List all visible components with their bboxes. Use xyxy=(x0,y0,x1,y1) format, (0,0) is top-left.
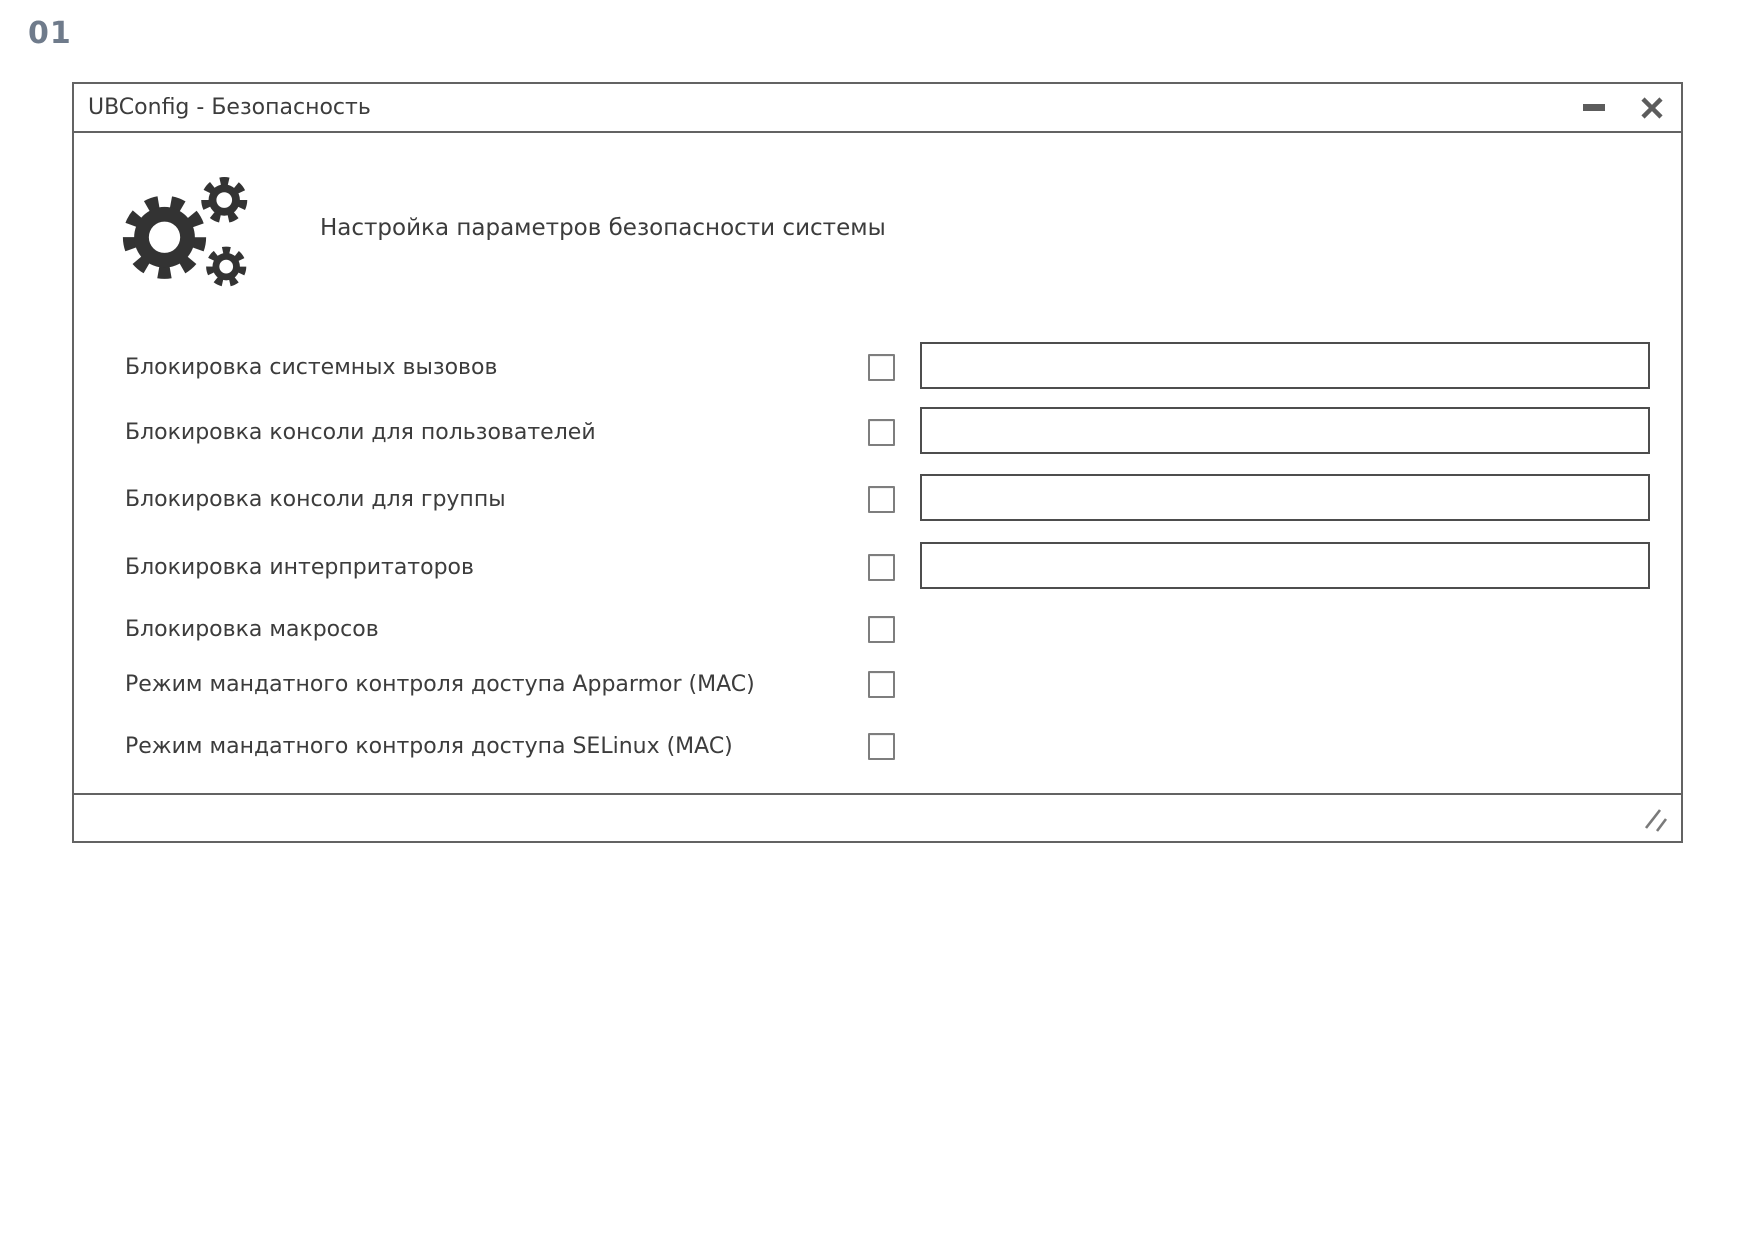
block-syscalls-input[interactable] xyxy=(920,342,1650,389)
row-label: Блокировка интерпритаторов xyxy=(125,555,474,580)
close-icon xyxy=(1639,95,1665,121)
window-content xyxy=(74,133,1681,793)
window-controls xyxy=(1583,95,1667,121)
window-titlebar xyxy=(74,84,1681,133)
row-block-console-group xyxy=(74,486,1681,514)
selinux-mac-checkbox[interactable] xyxy=(868,733,895,760)
row-block-syscalls xyxy=(74,354,1681,382)
window-statusbar xyxy=(74,793,1681,841)
row-label: Режим мандатного контроля доступа Apparmor (MAC) xyxy=(125,672,755,697)
block-macros-checkbox[interactable] xyxy=(868,616,895,643)
row-apparmor-mac xyxy=(74,671,1681,699)
row-label: Блокировка макросов xyxy=(125,617,379,642)
row-label: Блокировка консоли для пользователей xyxy=(125,420,596,445)
row-selinux-mac xyxy=(74,733,1681,761)
minimize-button[interactable] xyxy=(1583,95,1605,121)
ubconfig-security-window xyxy=(72,82,1683,843)
gears-icon xyxy=(106,155,271,297)
block-interpreters-input[interactable] xyxy=(920,542,1650,589)
apparmor-mac-checkbox[interactable] xyxy=(868,671,895,698)
window-title: UBConfig - Безопасность xyxy=(88,95,371,120)
row-label: Блокировка консоли для группы xyxy=(125,487,506,512)
block-console-group-input[interactable] xyxy=(920,474,1650,521)
slide-number: 01 xyxy=(28,16,72,51)
block-syscalls-checkbox[interactable] xyxy=(868,354,895,381)
block-console-group-checkbox[interactable] xyxy=(868,486,895,513)
page-title: Настройка параметров безопасности системы xyxy=(320,215,886,241)
row-block-console-users xyxy=(74,419,1681,447)
block-console-users-input[interactable] xyxy=(920,407,1650,454)
resize-grip-icon[interactable] xyxy=(1643,807,1671,835)
row-block-macros xyxy=(74,616,1681,644)
row-label: Режим мандатного контроля доступа SELinux (MAC) xyxy=(125,734,733,759)
row-label: Блокировка системных вызовов xyxy=(125,355,498,380)
row-block-interpreters xyxy=(74,554,1681,582)
block-interpreters-checkbox[interactable] xyxy=(868,554,895,581)
minimize-icon xyxy=(1583,104,1605,111)
close-button[interactable] xyxy=(1639,95,1665,121)
block-console-users-checkbox[interactable] xyxy=(868,419,895,446)
